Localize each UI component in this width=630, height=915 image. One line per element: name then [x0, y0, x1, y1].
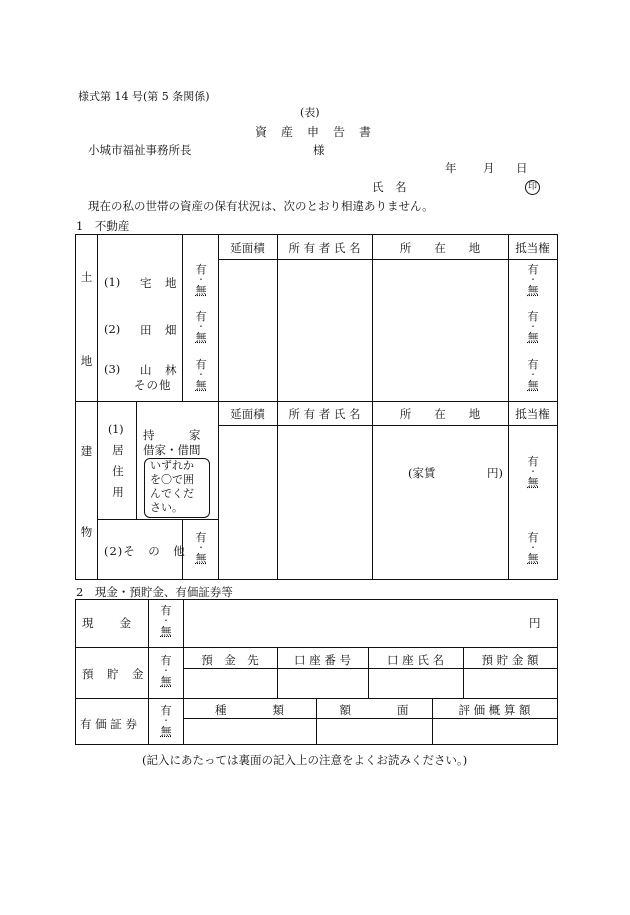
land-residential-mortgage-yesno[interactable]: 有 ・ 無 [527, 263, 539, 297]
securities-yesno[interactable]: 有 ・ 無 [160, 704, 172, 738]
building-col-floor-area: 延面積 [230, 407, 265, 421]
savings-yesno[interactable]: 有 ・ 無 [160, 654, 172, 688]
date-month-label: 月 [483, 161, 495, 175]
securities-col-face-value: 額 面 [339, 703, 409, 717]
savings-label: 預 貯 金 [82, 667, 145, 681]
land-row-forest-sub: その他 [134, 378, 172, 392]
building-other-label: (2)そ の 他 [104, 544, 186, 558]
building-rented-house[interactable]: 借家・借間 [143, 443, 201, 457]
building-label-top: 建 [80, 444, 93, 458]
cash-unit: 円 [529, 616, 541, 630]
building-other-mortgage-yesno[interactable]: 有 ・ 無 [527, 531, 539, 565]
section2-heading: 2 現金・預貯金、有価証券等 [76, 585, 233, 599]
land-row-farmland-num: (2) [104, 322, 121, 336]
footer-note: (記入にあたっては裏面の記入上の注意をよくお読みください。) [142, 753, 468, 767]
rent-suffix: 円) [487, 466, 503, 480]
page-title: 資 産 申 告 書 [255, 125, 373, 139]
savings-col-amount: 預 貯 金 額 [481, 653, 539, 667]
land-forest-mortgage-yesno[interactable]: 有 ・ 無 [527, 358, 539, 392]
land-row-forest-num: (3) [104, 362, 121, 376]
securities-label: 有 価 証 券 [80, 717, 137, 731]
building-col-owner-name: 所 有 者 氏 名 [288, 407, 361, 421]
land-col-mortgage: 抵当権 [515, 241, 550, 255]
land-row-forest-label: 山 林 [140, 363, 178, 377]
form-number: 様式第 14 号(第 5 条関係) [78, 90, 210, 103]
land-col-floor-area: 延面積 [230, 241, 265, 255]
form-side-label: (表) [300, 106, 320, 119]
building-residence-label: 居 住 用 [112, 443, 124, 499]
seal-mark: 印 [525, 180, 540, 195]
savings-col-account-number: 口 座 番 号 [294, 653, 351, 667]
land-col-owner-name: 所 有 者 氏 名 [288, 241, 361, 255]
land-label-bottom: 地 [80, 354, 93, 368]
building-owned-house[interactable]: 持 家 [143, 428, 201, 442]
date-day-label: 日 [516, 161, 528, 175]
savings-col-account-name: 口 座 氏 名 [387, 653, 444, 667]
land-row-farmland-label: 田 畑 [140, 323, 178, 337]
statement: 現在の私の世帯の資産の保有状況は、次のとおり相違ありません。 [88, 199, 434, 213]
securities-col-estimated-value: 評 価 概 算 額 [458, 703, 531, 717]
honorific: 様 [313, 143, 325, 157]
building-label-bottom: 物 [80, 525, 93, 539]
name-label: 氏 名 [372, 180, 407, 194]
land-forest-yesno[interactable]: 有 ・ 無 [195, 358, 207, 392]
land-row-residential-num: (1) [104, 275, 121, 289]
land-farmland-mortgage-yesno[interactable]: 有 ・ 無 [527, 310, 539, 344]
land-farmland-yesno[interactable]: 有 ・ 無 [195, 310, 207, 344]
savings-col-bank: 預 金 先 [201, 653, 259, 667]
land-label-top: 土 [80, 270, 93, 284]
addressee: 小城市福祉事務所長 [88, 143, 192, 157]
cash-yesno[interactable]: 有 ・ 無 [160, 604, 172, 638]
land-row-residential-label: 宅 地 [140, 276, 178, 290]
land-col-location: 所 在 地 [399, 241, 481, 255]
building-residence-mortgage-yesno[interactable]: 有 ・ 無 [527, 455, 539, 489]
securities-col-type: 種 類 [215, 703, 284, 717]
building-col-location: 所 在 地 [399, 407, 481, 421]
building-other-yesno[interactable]: 有 ・ 無 [195, 531, 207, 565]
cash-label: 現 金 [82, 616, 132, 630]
building-residence-num: (1) [108, 423, 124, 436]
date-year-label: 年 [445, 161, 457, 175]
section1-heading: 1 不動産 [76, 219, 130, 233]
building-note: いずれか を〇で囲 んでくだ さい。 [150, 459, 194, 514]
building-col-mortgage: 抵当権 [515, 407, 550, 421]
land-residential-yesno[interactable]: 有 ・ 無 [195, 263, 207, 297]
rent-prefix: (家賃 [408, 466, 436, 480]
